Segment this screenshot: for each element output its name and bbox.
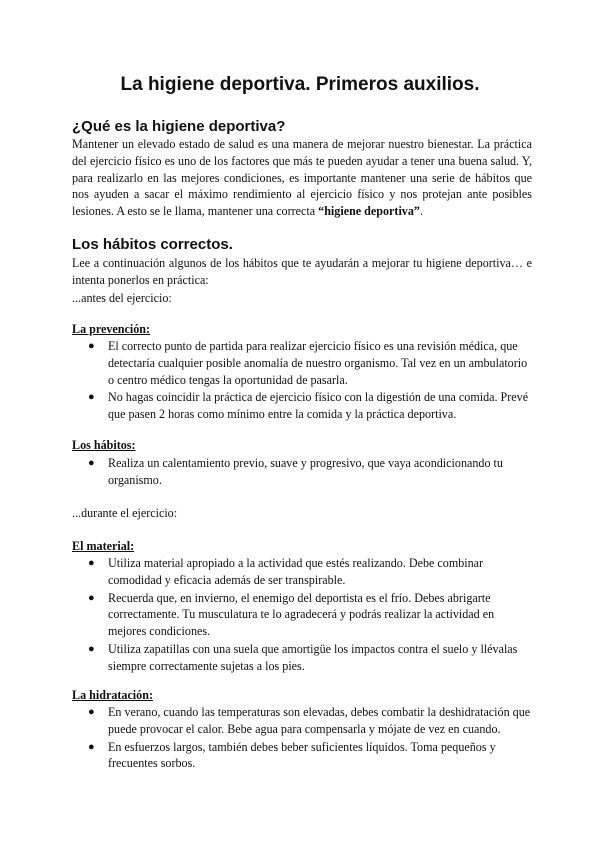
subhead-material: El material: <box>72 539 135 553</box>
list-item <box>72 590 532 640</box>
list-habitos <box>72 455 532 490</box>
habits-intro-paragraph: Lee a continuación algunos de los hábitos que te ayudarán a mejorar tu higiene deportiva… e intenta ponerlos en práctica: <box>72 256 532 287</box>
intro-paragraph-bold: “higiene deportiva” <box>318 204 420 219</box>
list-prevencion <box>72 338 532 424</box>
list-material <box>72 555 532 676</box>
subhead-prevencion: La prevención: <box>72 322 151 336</box>
list-hidratacion <box>72 704 532 773</box>
subhead-habitos: Los hábitos: <box>72 438 136 452</box>
bullet-icon: ● <box>88 457 95 469</box>
before-exercise-label: ...antes del ejercicio: <box>72 291 172 305</box>
list-item-text: Realiza un calentamiento previo, suave y progresivo, que vaya acondicionando tu organismo. <box>108 456 503 487</box>
bullet-icon: ● <box>88 706 95 718</box>
bullet-icon: ● <box>88 740 95 753</box>
list-item <box>72 704 532 738</box>
list-item-text: Utiliza material apropiado a la actividad que estés realizando. Debe combinar comodidad y eficacia además de ser transpirable. <box>108 556 484 587</box>
bullet-icon: ● <box>88 391 95 404</box>
list-item-text: El correcto punto de partida para realizar ejercicio físico es una revisión médica, que detectaría cualquier posible anomalía de nuestro organismo. Tal vez en un ambulatorio o centro médico tengas la oportunidad de pasarla. <box>108 339 528 387</box>
intro-paragraph-text: Mantener un elevado estado de salud es una manera de mejorar nuestro bienestar. La práctica del ejercicio físico es uno de los factores que más te pueden ayudar a tener una buena salud. Y, para realizarlo en las mejores condiciones, es importante mantener una serie de hábitos que nos ayuden a sacar el máximo rendimiento al ejercicio físico y nos protejan ante posibles lesiones. A esto se le llama, mantener una correcta <box>72 137 532 219</box>
list-item-text: En verano, cuando las temperaturas son elevadas, debes combatir la deshidratación que puede provocar el calor. Bebe agua para compensarla y mójate de vez en cuando. <box>108 705 531 736</box>
during-exercise-label: ...durante el ejercicio: <box>72 506 178 520</box>
list-item <box>72 455 532 489</box>
section-heading-que-es: ¿Qué es la higiene deportiva? <box>72 118 286 135</box>
list-item-text: En esfuerzos largos, también debes beber suficientes líquidos. Toma pequeños y frecuentes sorbos. <box>108 739 496 771</box>
list-item <box>72 338 532 388</box>
intro-paragraph-end: . <box>419 204 423 219</box>
bullet-icon: ● <box>88 557 95 569</box>
subhead-hidratacion: La hidratación: <box>72 688 153 702</box>
list-item <box>72 739 532 773</box>
list-item <box>72 641 532 675</box>
bullet-icon: ● <box>88 591 95 604</box>
page-title: La higiene deportiva. Primeros auxilios. <box>120 74 480 95</box>
list-item-text: Recuerda que, en invierno, el enemigo del deportista es el frío. Debes abrigarte correctamente. Tu musculatura te lo agradecerá y podrás realizar la actividad en mejores condiciones. <box>108 590 495 639</box>
list-item <box>72 555 532 589</box>
bullet-icon: ● <box>88 642 95 655</box>
list-item <box>72 389 532 423</box>
list-item-text: No hagas coincidir la práctica de ejercicio físico con la digestión de una comida. Prevé que pasen 2 horas como mínimo entre la comida y la práctica deportiva. <box>108 390 529 422</box>
section-heading-habitos: Los hábitos correctos. <box>72 236 233 253</box>
list-item-text: Utiliza zapatillas con una suela que amortigüe los impactos contra el suelo y llévalas siempre correctamente sujetas a los pies. <box>108 641 518 673</box>
bullet-icon: ● <box>88 340 95 352</box>
intro-paragraph <box>72 136 532 220</box>
